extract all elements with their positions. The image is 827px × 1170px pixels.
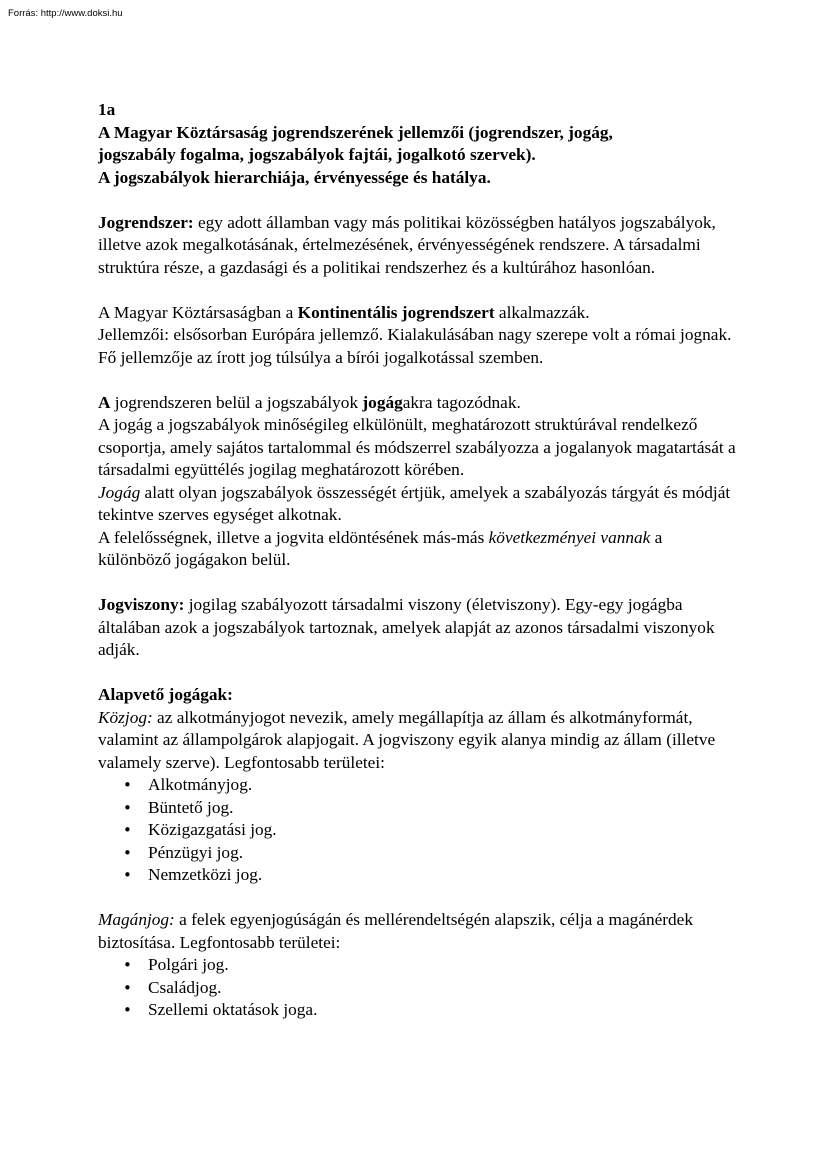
- term-kozjog: Közjog:: [98, 707, 153, 727]
- paragraph-kontinentalis: [98, 302, 738, 325]
- list-item: • Polgári jog.: [98, 954, 738, 977]
- title-line-1: A Magyar Köztársaság jogrendszerének jellemzői (jogrendszer, jogág,: [98, 122, 613, 142]
- list-item: • Szellemi oktatások joga.: [98, 999, 738, 1022]
- paragraph-jogviszony: [98, 594, 738, 662]
- paragraph-jogag-def2: [98, 482, 738, 527]
- term-jogag: jogág: [362, 392, 403, 412]
- term-kontinentalis: Kontinentális jogrendszert: [297, 302, 495, 322]
- text-jogag-def2: alatt olyan jogszabályok összességét értjük, amelyek a szabályozás tárgyát és módját tekintve szerves egységet alkotnak.: [98, 482, 731, 524]
- term-alapveto: Alapvető jogágak:: [98, 685, 233, 704]
- list-item: • Családjog.: [98, 977, 738, 1000]
- term-jogrendszer: Jogrendszer:: [98, 212, 194, 232]
- paragraph-jogrendszer: [98, 212, 738, 280]
- document-page: [98, 99, 738, 1022]
- text-resp-italic: következményei vannak: [488, 527, 651, 547]
- text-jogrendszer: egy adott államban vagy más politikai közösségben hatályos jogszabályok, illetve azok megalkotásának, értelmezésének, érvényességének rendszere. A társadalmi struktúra része, a gazdasági és a politikai rendszerhez és a kultúrához hasonlóan.: [98, 212, 716, 277]
- list-maganjog: [98, 954, 738, 1022]
- paragraph-felelosseg: [98, 527, 738, 572]
- list-item: • Büntető jog.: [98, 797, 738, 820]
- document-heading: [98, 99, 738, 189]
- paragraph-jellemzoi: Jellemzői: elsősorban Európára jellemző. Kialakulásában nagy szerepe volt a római jognak. Fő jellemzője az írott jog túlsúlya a bírói jogalkotással szemben.: [98, 325, 732, 367]
- term-jogag-italic: Jogág: [98, 482, 141, 502]
- text-kontinentalis-post: alkalmazzák.: [494, 302, 590, 322]
- heading-alapveto: [98, 684, 738, 707]
- term-maganjog: Magánjog:: [98, 910, 175, 929]
- title-line-2: jogszabály fogalma, jogszabályok fajtái, jogalkotó szervek).: [98, 145, 536, 164]
- text-jogag-end: akra tagozódnak.: [402, 392, 521, 412]
- text-kontinentalis-pre: A Magyar Köztársaságban a: [98, 302, 298, 322]
- section-number: 1a: [98, 100, 116, 119]
- text-kozjog: az alkotmányjogot nevezik, amely megállapítja az állam és alkotmányformát, valamint az állampolgárok alapjogait. A jogviszony egyik alanya mindig az állam (illetve valamely szerve). Legfontosabb területei:: [98, 707, 716, 772]
- text-jogviszony: jogilag szabályozott társadalmi viszony (életviszony). Egy-egy jogágba általában azok a jogszabályok tartoznak, amelyek alapját az azonos társadalmi viszonyok adják.: [98, 595, 715, 659]
- list-item: • Nemzetközi jog.: [98, 864, 738, 887]
- text-maganjog: a felek egyenjogúságán és mellérendeltségén alapszik, célja a magánérdek biztosítása. Legfontosabb területei:: [98, 910, 693, 952]
- source-label: Forrás: http://www.doksi.hu: [8, 8, 123, 19]
- text-jogag-mid: jogrendszeren belül a jogszabályok: [110, 392, 363, 412]
- term-a: A: [98, 392, 111, 412]
- list-item: • Alkotmányjog.: [98, 774, 738, 797]
- paragraph-jogag-intro: [98, 392, 738, 415]
- text-resp-post: a különböző jogágakon belül.: [98, 527, 663, 569]
- list-item: • Pénzügyi jog.: [98, 842, 738, 865]
- list-item: • Közigazgatási jog.: [98, 819, 738, 842]
- paragraph-maganjog: [98, 909, 738, 954]
- paragraph-jogag-def: A jogág a jogszabályok minőségileg elkülönült, meghatározott struktúrával rendelkező csoportja, amely sajátos tartalommal és módszerrel szabályozza a jogalanyok magatartását a társadalmi együttélés jogilag meghatározott körében.: [98, 415, 736, 479]
- list-kozjog: [98, 774, 738, 887]
- text-resp-pre: A felelősségnek, illetve a jogvita eldöntésének más-más: [98, 527, 489, 547]
- paragraph-kozjog: [98, 707, 738, 775]
- term-jogviszony: Jogviszony:: [98, 595, 185, 614]
- title-line-3: A jogszabályok hierarchiája, érvényessége és hatálya.: [98, 167, 491, 187]
